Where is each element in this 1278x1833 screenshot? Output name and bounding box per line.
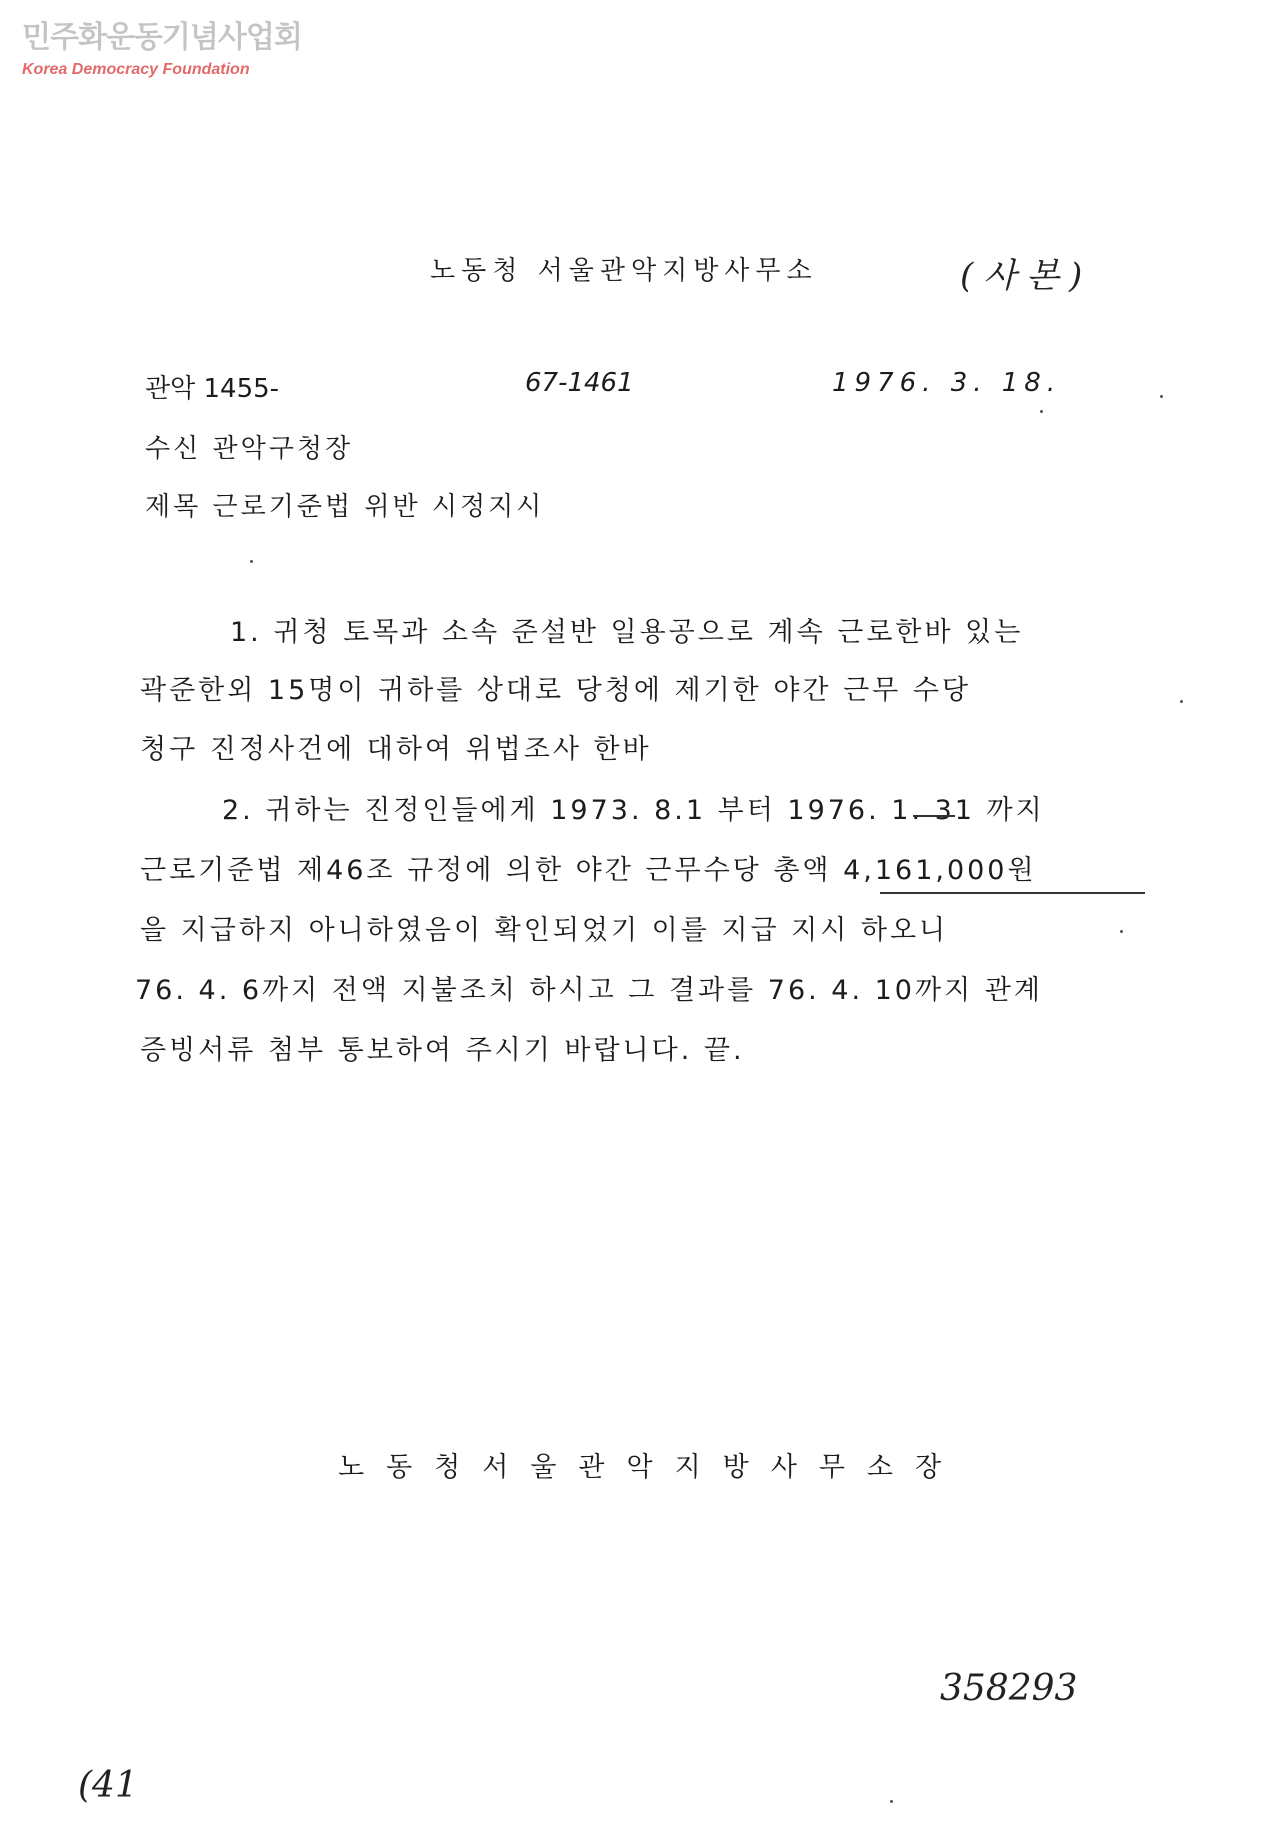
recipient-line: 수신 관악구청장	[145, 434, 354, 464]
body-line-8: 증빙서류 첨부 통보하여 주시기 바랍니다. 끝.	[140, 1035, 745, 1066]
doc-date: 1976. 3. 18.	[832, 368, 1062, 398]
watermark-english: Korea Democracy Foundation	[22, 61, 250, 78]
scan-speck	[1120, 930, 1123, 933]
watermark-korean: 민주화운동기념사업회	[22, 20, 302, 55]
body-line-5: 근로기준법 제46조 규정에 의한 야간 근무수당 총액 4,161,000원	[140, 855, 1037, 886]
scan-speck	[1160, 395, 1163, 398]
body-line-1: 1. 귀청 토목과 소속 준설반 일용공으로 계속 근로한바 있는	[230, 617, 1024, 648]
doc-number: 관악 1455-	[145, 374, 280, 404]
scan-speck	[1040, 410, 1043, 413]
amount-underline-mark	[880, 892, 1145, 894]
subject-line: 제목 근로기준법 위반 시정지시	[145, 492, 545, 522]
body-line-7: 76. 4. 6까지 전액 지불조치 하시고 그 결과를 76. 4. 10까지 관계	[135, 975, 1043, 1006]
scan-speck	[890, 1800, 893, 1803]
handwritten-page-number: (41	[78, 1765, 138, 1806]
body-line-4: 2. 귀하는 진정인들에게 1973. 8.1 부터 1976. 1. 31 까지	[222, 795, 1045, 826]
handwritten-archive-number: 358293	[940, 1668, 1078, 1709]
body-line-2: 곽준한외 15명이 귀하를 상대로 당청에 제기한 야간 근무 수당	[140, 675, 971, 706]
signature-line: 노동청서울관악지방사무소장	[338, 1452, 964, 1483]
foundation-watermark	[22, 20, 302, 80]
body-line-6: 을 지급하지 아니하였음이 확인되었기 이를 지급 지시 하오니	[140, 915, 949, 946]
doc-number-secondary: 67-1461	[525, 368, 634, 398]
handwritten-copy-mark: (사본)	[960, 256, 1093, 296]
body-line-3: 청구 진정사건에 대하여 위법조사 한바	[140, 734, 652, 765]
scan-speck	[250, 560, 253, 563]
date-underline-mark	[913, 815, 955, 817]
scan-speck	[1180, 700, 1183, 703]
office-header: 노동청 서울관악지방사무소	[430, 256, 818, 286]
